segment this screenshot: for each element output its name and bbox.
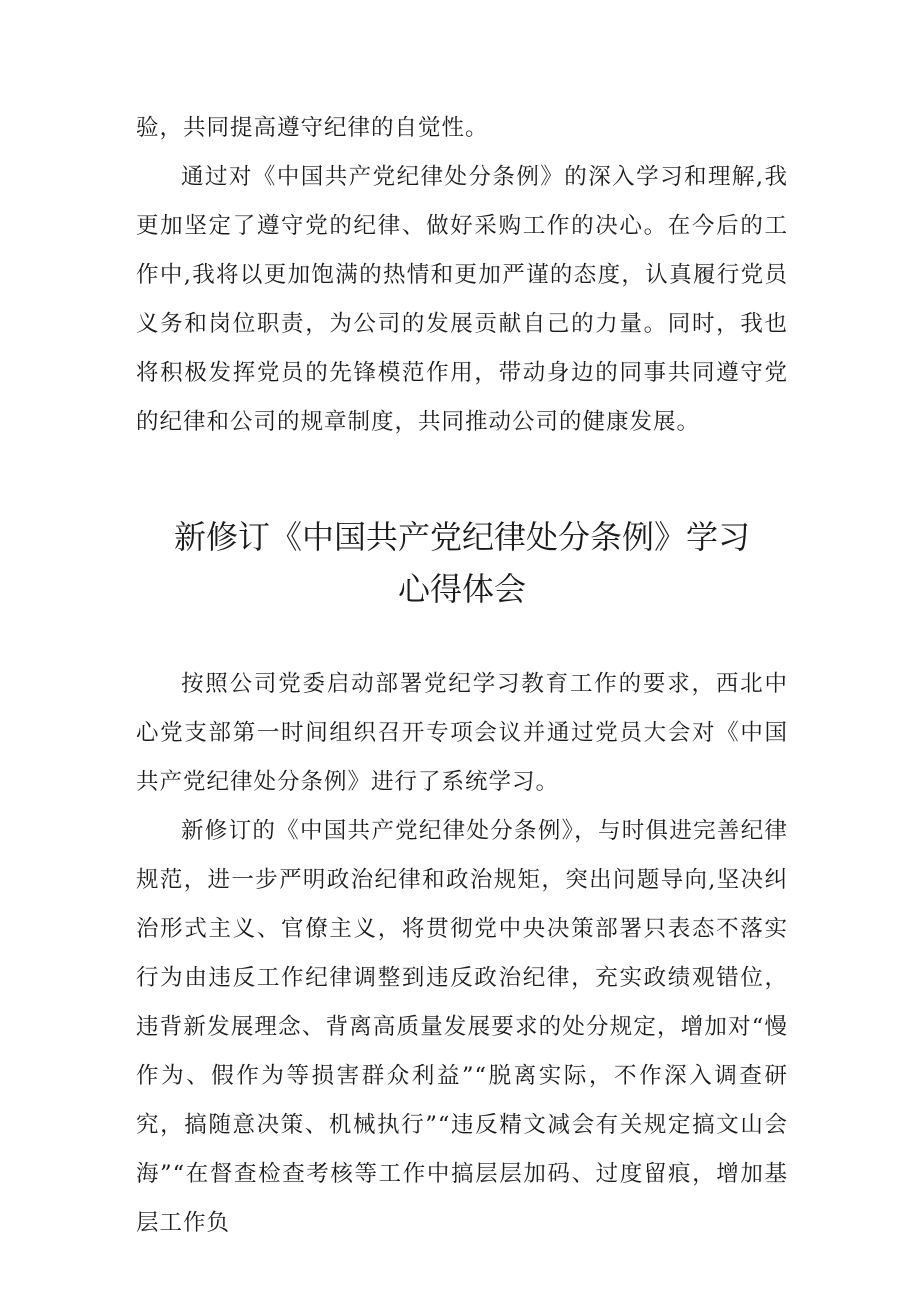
paragraph-intro: 按照公司党委启动部署党纪学习教育工作的要求，西北中心党支部第一时间组织召开专项会议并通过党员大会对《中国共产党纪律处分条例》进行了系统学习。 — [136, 671, 788, 795]
article-title-line-1: 新修订《中国共产党纪律处分条例》学习 — [173, 518, 750, 556]
paragraph-resolution: 通过对《中国共产党纪律处分条例》的深入学习和理解,我更加坚定了遵守党的纪律、做好采购工作的决心。在今后的工作中,我将以更加饱满的热情和更加严谨的态度，认真履行党员义务和岗位职责，为公司的发展贡献自己的力量。同时，我也将积极发挥党员的先锋模范作用，带动身边的同事共同遵守党的纪律和公司的规章制度，共同推动公司的健康发展。 — [136, 164, 788, 435]
paragraph-regulation-changes: 新修订的《中国共产党纪律处分条例》，与时俱进完善纪律规范，进一步严明政治纪律和政治规矩，突出问题导向,坚决纠治形式主义、官僚主义，将贯彻党中央决策部署只表态不落实行为由违反工作纪律调整到违反政治纪律，充实政绩观错位，违背新发展理念、背离高质量发展要求的处分规定，增加对“慢作为、假作为等损害群众利益”“脱离实际，不作深入调查研究，搞随意决策、机械执行”“违反精文减会有关规定搞文山会海”“在督查检查考核等工作中搞层层加码、过度留痕，增加基层工作负 — [136, 818, 788, 1236]
document-page — [136, 104, 788, 1248]
paragraph-continuation: 验，共同提高遵守纪律的自觉性。 — [136, 115, 489, 141]
article-title-line-2: 心得体会 — [397, 570, 526, 608]
article-title — [136, 511, 788, 615]
